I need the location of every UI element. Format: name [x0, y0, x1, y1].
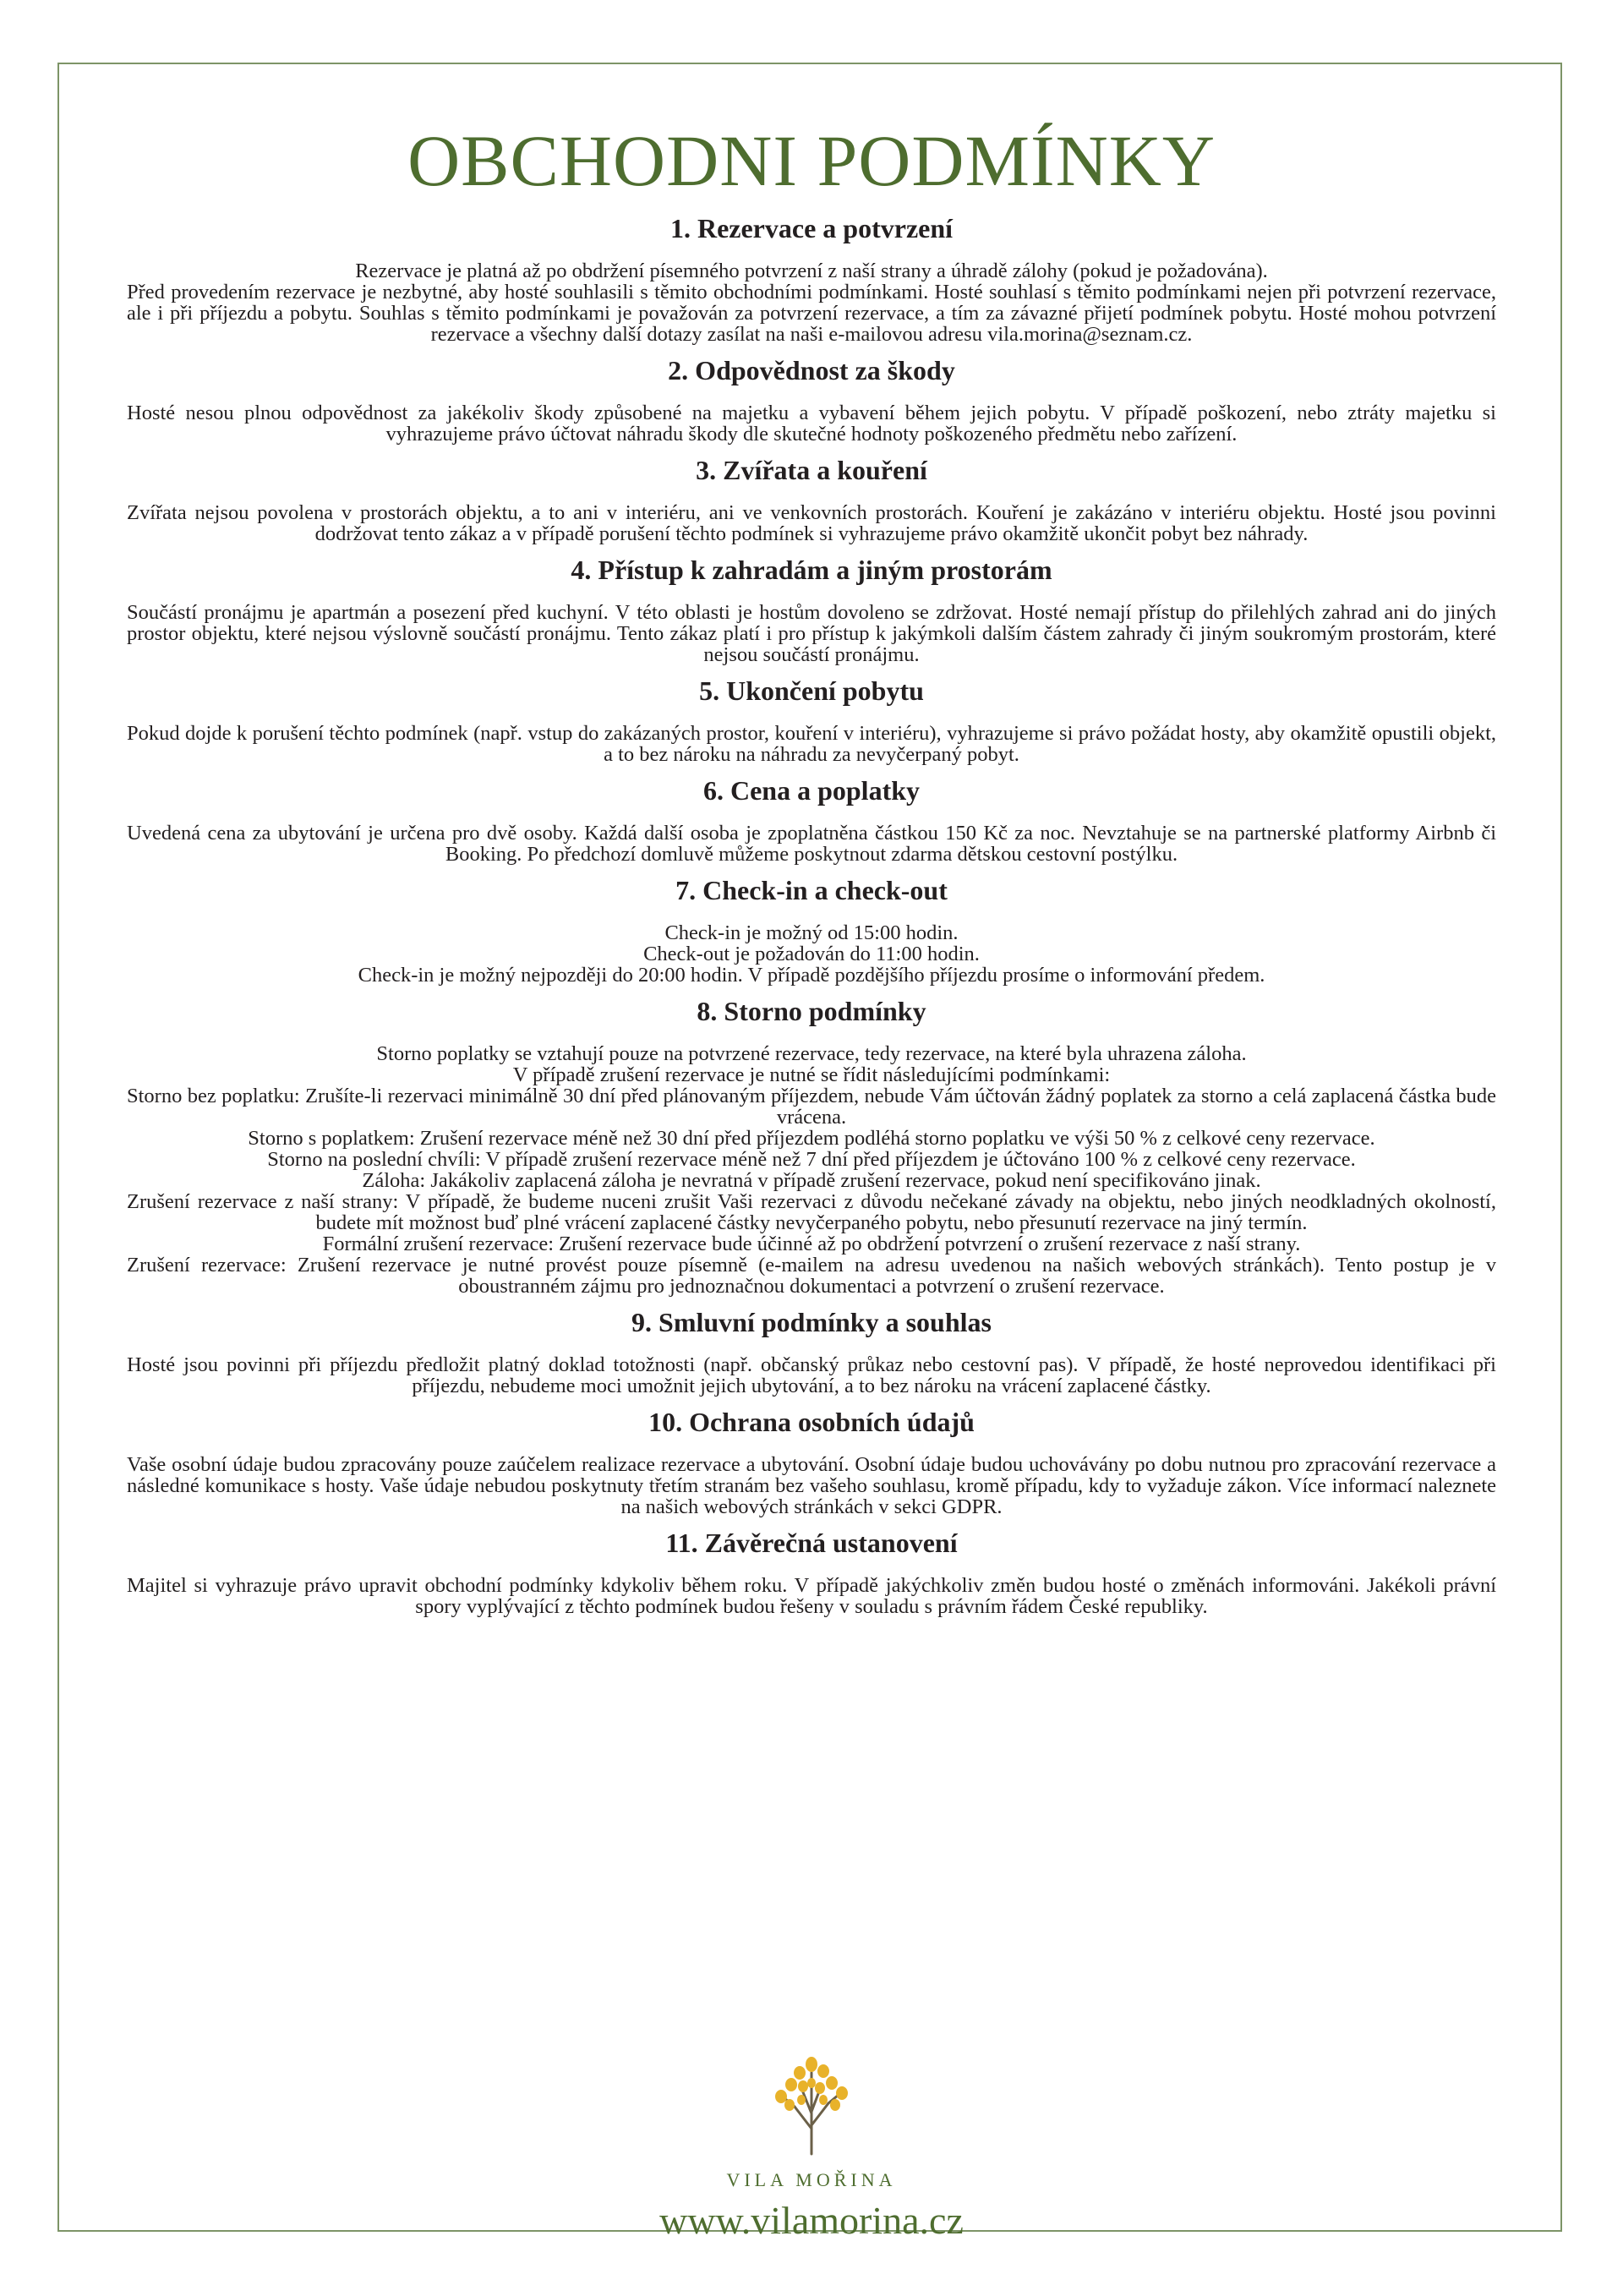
paragraph: Pokud dojde k porušení těchto podmínek (např. vstup do zakázaných prostor, kouření v interiéru), vyhrazujeme si právo požádat hosty, aby okamžitě opustili objekt, a to bez nároku na náhradu za nevyčerpaný pobyt. — [127, 722, 1496, 766]
section-body — [127, 823, 1496, 865]
section-heading: 7. Check-in a check-out — [675, 875, 948, 905]
sections-container — [127, 211, 1496, 1617]
section-6 — [127, 774, 1496, 865]
paragraph: Zvířata nejsou povolena v prostorách objektu, a to ani v interiéru, ani ve venkovních prostorách. Kouření je zakázáno v interiéru objektu. Hosté jsou povinni dodržovat tento zákaz a v případě porušení těchto podmínek si vyhrazujeme právo okamžitě ukončit pobyt bez náhrady. — [127, 501, 1496, 545]
section-2 — [127, 353, 1496, 445]
paragraph: Hosté jsou povinni při příjezdu předložit platný doklad totožnosti (např. občanský průkaz nebo cestovní pas). V případě, že hosté neprovedou identifikaci při příjezdu, nebudeme moci umožnit jejich ubytování, a to bez nároku na vrácení zaplacené částky. — [127, 1353, 1496, 1397]
paragraph: Formální zrušení rezervace: Zrušení rezervace bude účinné až po obdržení potvrzení o zrušení rezervace z naší strany. — [322, 1233, 1301, 1255]
section-4 — [127, 553, 1496, 665]
paragraph: Záloha: Jakákoliv zaplacená záloha je nevratná v případě zrušení rezervace, pokud není specifikováno jinak. — [362, 1169, 1261, 1192]
paragraph: Uvedená cena za ubytování je určena pro dvě osoby. Každá další osoba je zpoplatněna částkou 150 Kč za noc. Nevztahuje se na partnerské platformy Airbnb či Booking. Po předchozí domluvě můžeme poskytnout zdarma dětskou cestovní postýlku. — [127, 822, 1496, 866]
section-body — [127, 502, 1496, 544]
section-5 — [127, 674, 1496, 765]
paragraph: V případě zrušení rezervace je nutné se řídit následujícími podmínkami: — [512, 1063, 1111, 1086]
section-8 — [127, 994, 1496, 1297]
section-heading: 10. Ochrana osobních údajů — [648, 1407, 975, 1437]
paragraph: Zrušení rezervace: Zrušení rezervace je nutné provést pouze písemně (e-mailem na adresu uvedenou na našich webových stránkách). Tento postup je v oboustranném zájmu pro jednoznačnou dokumentaci a potvrzení o zrušení rezervace. — [127, 1254, 1496, 1298]
tree-logo-icon — [771, 2054, 852, 2156]
section-1 — [127, 211, 1496, 345]
paragraph: Storno na poslední chvíli: V případě zrušení rezervace méně než 7 dní před příjezdem je účtováno 100 % z celkové ceny rezervace. — [267, 1148, 1356, 1171]
paragraph: Součástí pronájmu je apartmán a posezení před kuchyní. V této oblasti je hostům dovoleno se zdržovat. Hosté nemají přístup do přilehlých zahrad ani do jiných prostor objektu, které nejsou výslovně součástí pronájmu. Tento zákaz platí i pro přístup k jakýmkoli dalším částem zahrady či jiným soukromým prostorám, které nejsou součástí pronájmu. — [127, 601, 1496, 666]
section-body — [127, 602, 1496, 665]
paragraph: Rezervace je platná až po obdržení písemného potvrzení z naší strany a úhradě zálohy (pokud je požadována). — [355, 260, 1268, 282]
paragraph: Storno bez poplatku: Zrušíte-li rezervaci minimálně 30 dní před plánovaným příjezdem, nebude Vám účtován žádný poplatek za storno a celá zaplacená částka bude vrácena. — [127, 1085, 1496, 1129]
section-heading: 2. Odpovědnost za škody — [668, 355, 955, 385]
section-body — [127, 723, 1496, 765]
section-7 — [127, 873, 1496, 986]
section-body — [127, 1575, 1496, 1617]
section-heading: 11. Závěrečná ustanovení — [665, 1528, 958, 1558]
paragraph: Check-in je možný od 15:00 hodin. — [664, 921, 959, 944]
section-body — [127, 1043, 1496, 1297]
section-body — [127, 922, 1496, 986]
section-heading: 8. Storno podmínky — [697, 996, 926, 1026]
brand-name: VILA MOŘINA — [726, 2169, 897, 2190]
document-content — [127, 118, 1496, 1617]
section-heading: 6. Cena a poplatky — [702, 775, 921, 806]
section-3 — [127, 453, 1496, 544]
paragraph: Storno poplatky se vztahují pouze na potvrzené rezervace, tedy rezervace, na které byla uhrazena záloha. — [376, 1042, 1247, 1065]
section-heading: 3. Zvířata a kouření — [696, 455, 927, 485]
section-11 — [127, 1526, 1496, 1617]
paragraph: Vaše osobní údaje budou zpracovány pouze zaúčelem realizace rezervace a ubytování. Osobní údaje budou uchovávány po dobu nutnou pro zpracování rezervace a následné komunikace s hosty. Vaše údaje nebudou poskytnuty třetím stranám bez vašeho souhlasu, kromě případu, kdy to vyžaduje zákon. Více informací naleznete na našich webových stránkách v sekci GDPR. — [127, 1453, 1496, 1518]
section-heading: 1. Rezervace a potvrzení — [669, 213, 954, 243]
section-body — [127, 1454, 1496, 1517]
section-body — [127, 1354, 1496, 1397]
paragraph: Před provedením rezervace je nezbytné, aby hosté souhlasili s těmito obchodními podmínkami. Hosté souhlasí s těmito podmínkami nejen při potvrzení rezervace, ale i při příjezdu a pobytu. Souhlas s těmito podmínkami je považován za potvrzení rezervace, a tím za závazné přijetí podmínek pobytu. Hosté mohou potvrzení rezervace a všechny další dotazy zasílat na naši e-mailovou adresu vila.morina@seznam.cz. — [127, 281, 1496, 346]
paragraph: Hosté nesou plnou odpovědnost za jakékoliv škody způsobené na majetku a vybavení během jejich pobytu. V případě poškození, nebo ztráty majetku si vyhrazujeme právo účtovat náhradu škody dle skutečné hodnoty poškozeného předmětu nebo zařízení. — [127, 402, 1496, 446]
document-title: OBCHODNI PODMÍNKY — [407, 120, 1216, 201]
section-heading: 9. Smluvní podmínky a souhlas — [631, 1307, 992, 1337]
paragraph: Check-in je možný nejpozději do 20:00 hodin. V případě pozdějšího příjezdu prosíme o informování předem. — [358, 964, 1265, 987]
section-9 — [127, 1305, 1496, 1397]
section-10 — [127, 1405, 1496, 1517]
section-body — [127, 402, 1496, 445]
paragraph: Majitel si vyhrazuje právo upravit obchodní podmínky kdykoliv během roku. V případě jakýchkoliv změn budou hosté o změnách informováni. Jakékoli právní spory vyplývající z těchto podmínek budou řešeny v souladu s právním řádem České republiky. — [127, 1574, 1496, 1618]
paragraph: Storno s poplatkem: Zrušení rezervace méně než 30 dní před příjezdem podléhá storno poplatku ve výši 50 % z celkové ceny rezervace. — [248, 1127, 1375, 1150]
section-heading: 5. Ukončení pobytu — [699, 675, 924, 706]
section-heading: 4. Přístup k zahradám a jiným prostorám — [571, 555, 1052, 585]
paragraph: Zrušení rezervace z naší strany: V případě, že budeme nuceni zrušit Vaši rezervaci z důvodu nečekané závady na objektu, nebo jiných neodkladných okolností, budete mít možnost buď plné vrácení zaplacené částky nevyčerpaného pobytu, nebo přesunutí rezervace na jiný termín. — [127, 1190, 1496, 1234]
section-body — [127, 260, 1496, 345]
website-url[interactable]: www.vilamorina.cz — [659, 2199, 964, 2242]
footer — [0, 2054, 1623, 2243]
paragraph: Check-out je požadován do 11:00 hodin. — [643, 943, 980, 965]
